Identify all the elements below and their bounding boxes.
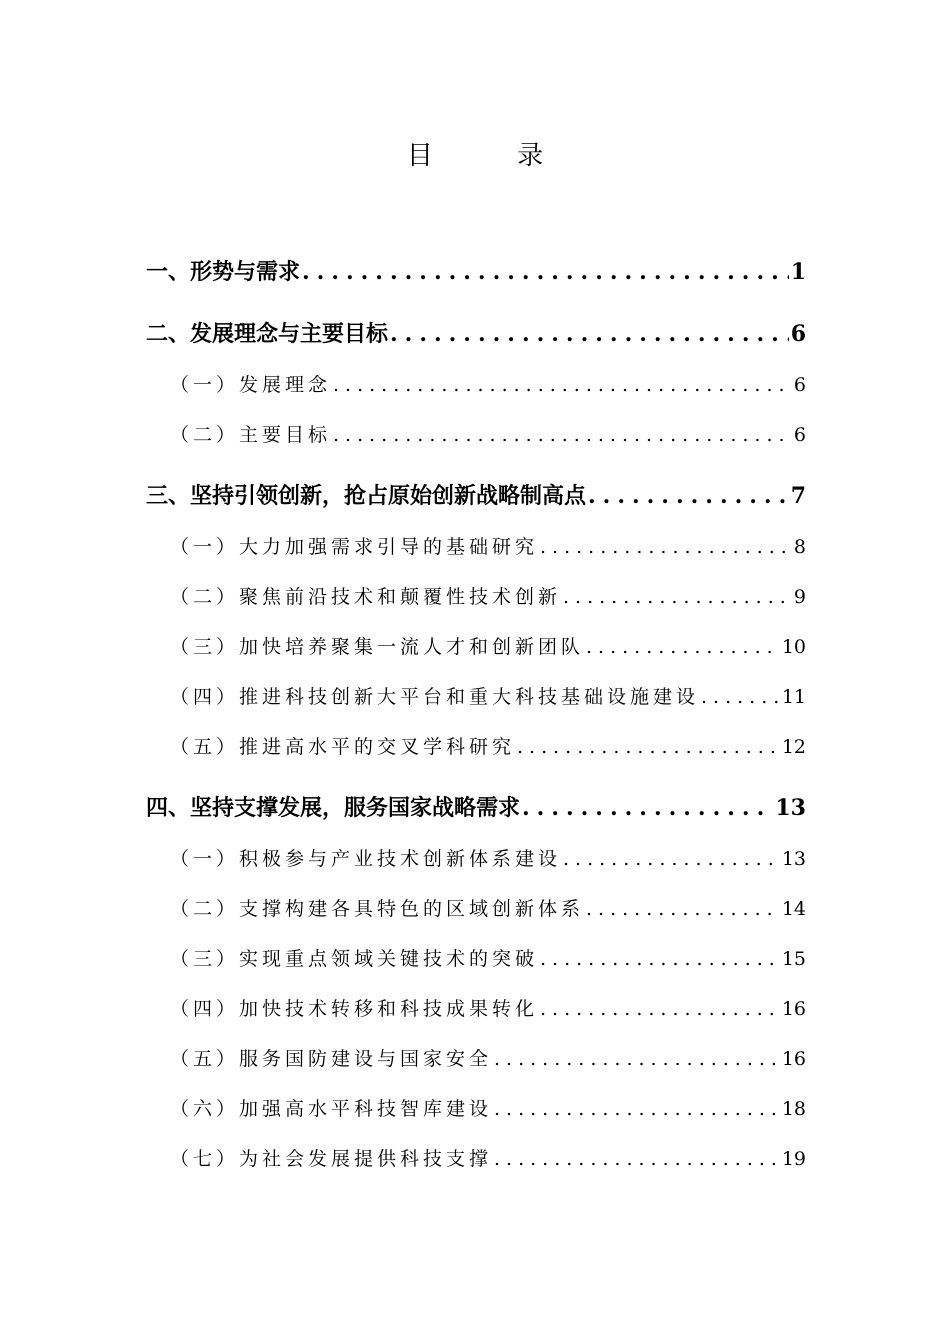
toc-page-number: 6	[793, 374, 806, 396]
toc-leader	[494, 1134, 780, 1184]
toc-page-number: 6	[790, 321, 806, 347]
toc-entry[interactable]	[146, 834, 806, 884]
toc-entry[interactable]	[146, 246, 806, 298]
toc-entry-text: （四）加快技术转移和科技成果转化	[170, 998, 539, 1020]
toc-entry-text: （五）服务国防建设与国家安全	[170, 1048, 493, 1070]
toc-entry-text: 二、发展理念与主要目标	[146, 321, 389, 347]
toc-leader	[586, 884, 780, 934]
toc-leader	[333, 360, 792, 410]
toc-leader	[517, 722, 780, 772]
toc-title: 目 录	[406, 141, 582, 171]
toc-page-number: 16	[781, 998, 806, 1020]
toc-leader	[522, 782, 773, 834]
toc-entry-text: （二）支撑构建各具特色的区域创新体系	[170, 898, 585, 920]
toc-entry-text: （二）聚焦前沿技术和颠覆性技术创新	[170, 586, 562, 608]
toc-entry[interactable]	[146, 1034, 806, 1084]
toc-page-number: 14	[781, 898, 806, 920]
toc-entry[interactable]	[146, 572, 806, 622]
toc-entry-text: （七）为社会发展提供科技支撑	[170, 1148, 493, 1170]
toc-leader	[494, 1084, 780, 1134]
toc-page-number: 7	[790, 483, 806, 509]
toc-leader	[563, 834, 780, 884]
toc-entry-text: （二）主要目标	[170, 424, 332, 446]
toc-entry[interactable]	[146, 360, 806, 410]
toc-entry[interactable]	[146, 782, 806, 834]
toc-entry[interactable]	[146, 884, 806, 934]
toc-entry-text: （五）推进高水平的交叉学科研究	[170, 736, 516, 758]
toc-page-number: 9	[793, 586, 806, 608]
toc-entry[interactable]	[146, 622, 806, 672]
toc-entry[interactable]	[146, 522, 806, 572]
toc-leader	[390, 308, 789, 360]
toc-entry[interactable]	[146, 410, 806, 460]
toc-leader	[540, 934, 780, 984]
toc-page-number: 1	[790, 259, 806, 285]
toc-entry-text: （一）积极参与产业技术创新体系建设	[170, 848, 562, 870]
table-of-contents	[146, 246, 806, 1184]
toc-page-number: 11	[781, 686, 806, 708]
toc-page-number: 13	[775, 795, 806, 821]
toc-page-number: 18	[781, 1098, 806, 1120]
toc-leader	[586, 622, 780, 672]
toc-entry[interactable]	[146, 722, 806, 772]
toc-page-number: 12	[781, 736, 806, 758]
toc-entry-text: 四、坚持支撑发展，服务国家战略需求	[146, 795, 521, 821]
toc-entry[interactable]	[146, 672, 806, 722]
toc-entry-text: （四）推进科技创新大平台和重大科技基础设施建设	[170, 686, 700, 708]
toc-entry-text: （三）实现重点领域关键技术的突破	[170, 948, 539, 970]
toc-leader	[563, 572, 792, 622]
toc-entry-text: （六）加强高水平科技智库建设	[170, 1098, 493, 1120]
toc-leader	[701, 672, 780, 722]
toc-page-number: 10	[781, 636, 806, 658]
toc-entry[interactable]	[146, 1134, 806, 1184]
toc-leader	[540, 984, 780, 1034]
toc-entry[interactable]	[146, 934, 806, 984]
toc-entry-text: 三、坚持引领创新，抢占原始创新战略制高点	[146, 483, 587, 509]
toc-entry[interactable]	[146, 470, 806, 522]
toc-page-number: 16	[781, 1048, 806, 1070]
toc-leader	[494, 1034, 780, 1084]
toc-page-number: 8	[793, 536, 806, 558]
toc-page-number: 19	[781, 1148, 806, 1170]
toc-entry-text: （一）发展理念	[170, 374, 332, 396]
toc-entry[interactable]	[146, 1084, 806, 1134]
toc-entry[interactable]	[146, 308, 806, 360]
toc-entry[interactable]	[146, 984, 806, 1034]
toc-page-number: 6	[793, 424, 806, 446]
toc-leader	[302, 246, 789, 298]
toc-leader	[540, 522, 792, 572]
toc-page-number: 15	[781, 948, 806, 970]
toc-leader	[588, 470, 789, 522]
toc-leader	[333, 410, 792, 460]
toc-entry-text: 一、形势与需求	[146, 259, 301, 285]
toc-entry-text: （一）大力加强需求引导的基础研究	[170, 536, 539, 558]
toc-entry-text: （三）加快培养聚集一流人才和创新团队	[170, 636, 585, 658]
toc-page-number: 13	[781, 848, 806, 870]
